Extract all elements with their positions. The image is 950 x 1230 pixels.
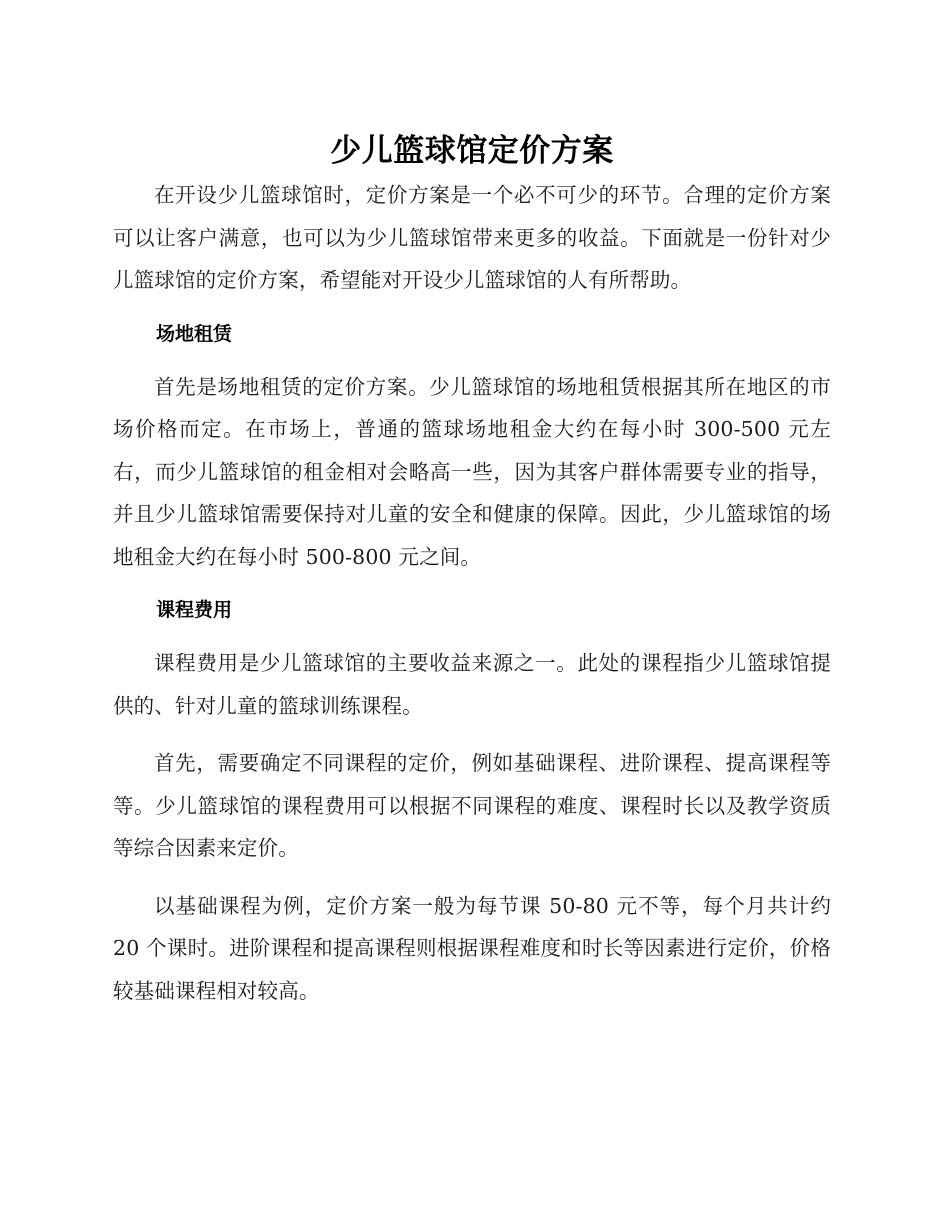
venue-rental-paragraph: 首先是场地租赁的定价方案。少儿篮球馆的场地租赁根据其所在地区的市场价格而定。在市场上，普通的篮球场地租金大约在每小时 300-500 元左右，而少儿篮球馆的租金相对会略高一些，因为其客户群体需要专业的指导，并且少儿篮球馆需要保持对儿童的安全和健康的保障。因此，少儿篮球馆的场地租金大约在每小时 500-800 元之间。 [113,374,831,569]
spacer [113,727,831,742]
section-heading-course-fees: 课程费用 [156,599,233,621]
spacer [113,630,831,642]
document-title: 少儿篮球馆定价方案 [330,133,614,169]
course-fees-paragraph-1: 课程费用是少儿篮球馆的主要收益来源之一。此处的课程指少儿篮球馆提供的、针对儿童的篮球训练课程。 [113,651,831,718]
intro-paragraph: 在开设少儿篮球馆时，定价方案是一个必不可少的环节。合理的定价方案可以让客户满意，也可以为少儿篮球馆带来更多的收益。下面就是一份针对少儿篮球馆的定价方案，希望能对开设少儿篮球馆的人有所帮助。 [113,183,831,292]
course-fees-paragraph-3: 以基础课程为例，定价方案一般为每节课 50-80 元不等，每个月共计约 20 个课时。进阶课程和提高课程则根据课程难度和时长等因素进行定价，价格较基础课程相对较高。 [113,893,831,1003]
spacer [113,302,831,314]
section-heading-venue-rental: 场地租赁 [156,322,233,345]
course-fees-paragraph-2: 首先，需要确定不同课程的定价，例如基础课程、进阶课程、提高课程等等。少儿篮球馆的课程费用可以根据不同课程的难度、课程时长以及教学资质等综合因素来定价。 [113,751,831,860]
spacer [113,578,831,590]
document-content [113,128,831,1012]
spacer [113,354,831,366]
spacer [113,870,831,885]
